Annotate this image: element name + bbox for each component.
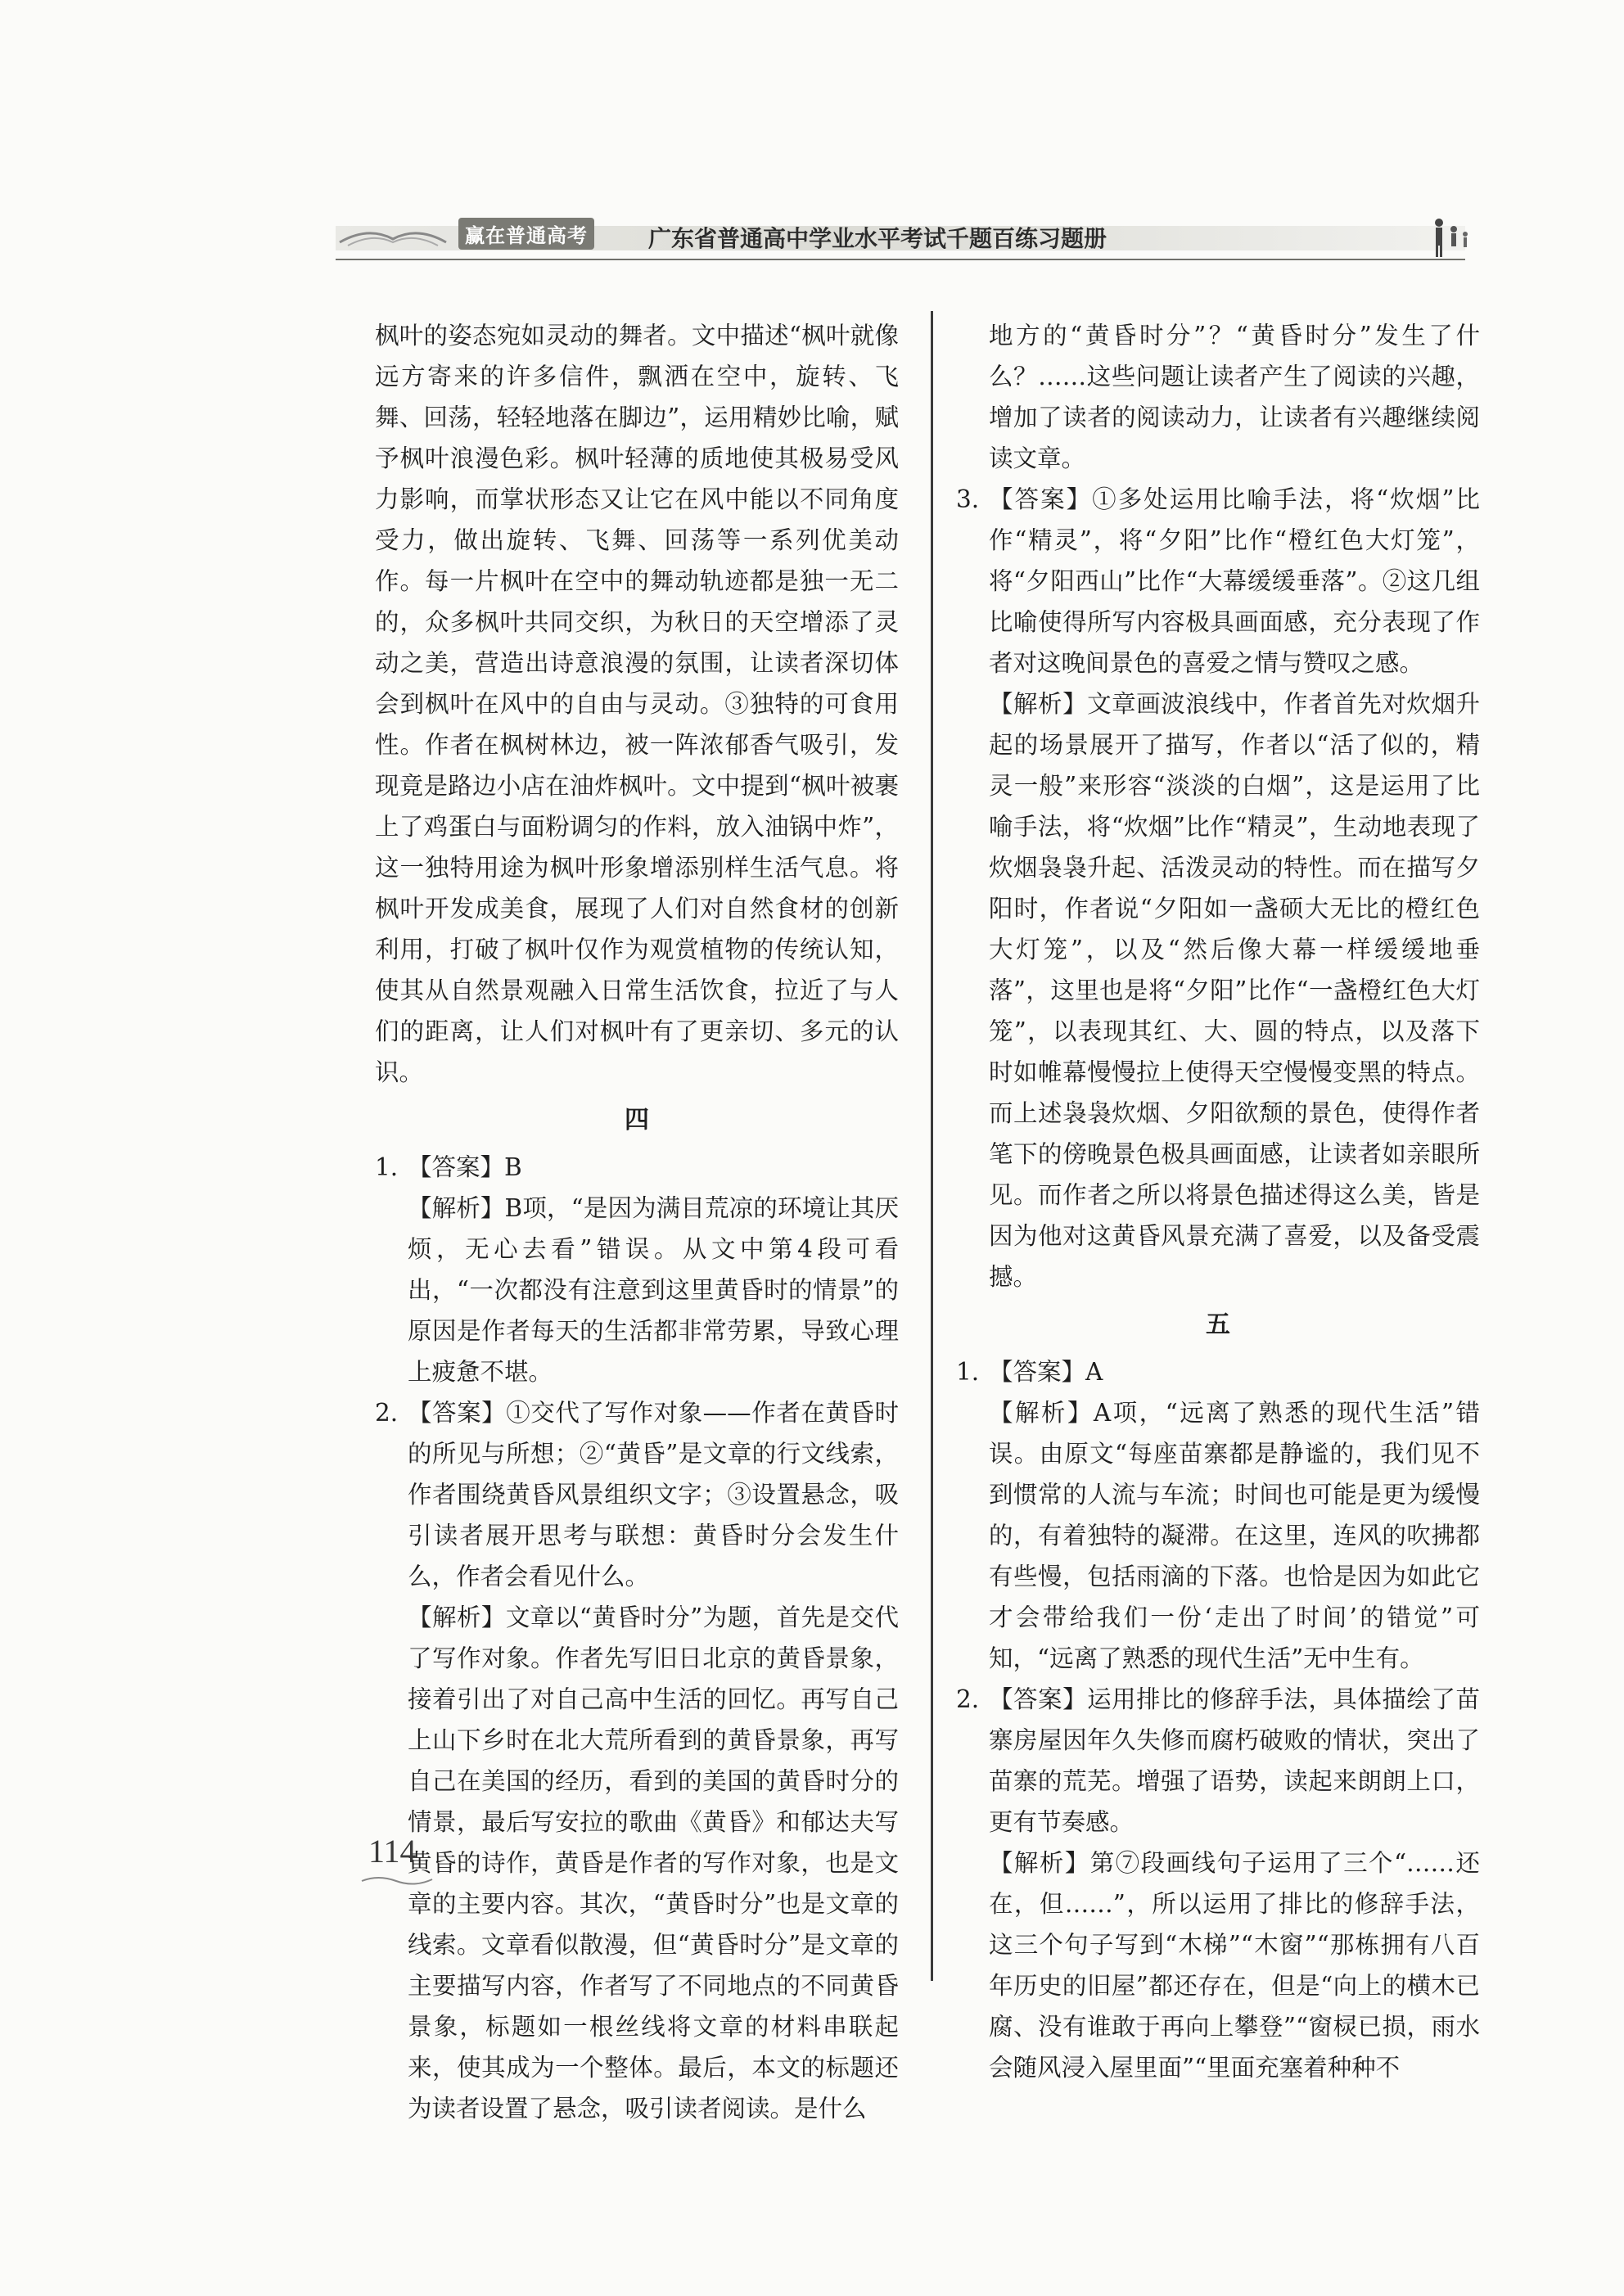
section-heading-5: 五 — [1206, 1310, 1230, 1339]
answer-text: 【答案】①多处运用比喻手法，将“炊烟”比作“精灵”，将“夕阳”比作“橙红色大灯笼”，将“夕阳西山”比作“大幕缓缓垂落”。②这几组比喻使得所写内容极具画面感，充分表现了作者对这晚间景色的喜爱之情与赞叹之感。 — [989, 485, 1480, 677]
people-figures-icon — [1424, 214, 1473, 264]
question-number: 2. — [375, 1399, 399, 1427]
left-column — [375, 315, 899, 2129]
header-title: 广东省普通高中学业水平考试千题百练习题册 — [648, 225, 1107, 252]
page-number-ornament — [360, 1873, 434, 1889]
answer-text: 【答案】A — [989, 1358, 1103, 1386]
answer-text: 【答案】运用排比的修辞手法，具体描绘了苗寨房屋因年久失修而腐朽破败的情状，突出了苗寨的荒芜。增强了语势，读起来朗朗上口，更有节奏感。 — [989, 1685, 1480, 1836]
header-badge: 赢在普通高考 — [458, 218, 594, 250]
answer-text: 【答案】①交代了写作对象——作者在黄昏时的所见与所想；②“黄昏”是文章的行文线索，作者围绕黄昏风景组织文字；③设置悬念，吸引读者展开思考与联想：黄昏时分会发生什么，作者会看见什么。 — [408, 1399, 899, 1590]
question-number: 1. — [956, 1358, 980, 1386]
book-logo-icon — [336, 218, 450, 250]
question-number: 3. — [956, 485, 980, 513]
analysis-text: 【解析】A项，“远离了熟悉的现代生活”错误。由原文“每座苗寨都是静谧的，我们见不到惯常的人流与车流；时间也可能是更为缓慢的，有着独特的凝滞。在这里，连风的吹拂都有些慢，包括雨滴的下落。也恰是因为如此它才会带给我们一份‘走出了时间’的错觉”可知，“远离了熟悉的现代生活”无中生有。 — [989, 1399, 1480, 1672]
analysis-text: 【解析】文章以“黄昏时分”为题，首先是交代了写作对象。作者先写旧日北京的黄昏景象，接着引出了对自己高中生活的回忆。再写自己上山下乡时在北大荒所看到的黄昏景象，再写自己在美国的经历，看到的美国的黄昏时分的情景，最后写安拉的歌曲《黄昏》和郁达夫写黄昏的诗作，黄昏是作者的写作对象，也是文章的主要内容。其次，“黄昏时分”也是文章的线索。文章看似散漫，但“黄昏时分”是文章的主要描写内容，作者写了不同地点的不同黄昏景象，标题如一根丝线将文章的材料串联起来，使其成为一个整体。最后，本文的标题还为读者设置了悬念，吸引读者阅读。是什么 — [408, 1604, 899, 2122]
header-rule — [336, 259, 1465, 260]
analysis-continuation: 地方的“黄昏时分”？“黄昏时分”发生了什么？……这些问题让读者产生了阅读的兴趣，增加了读者的阅读动力，让读者有兴趣继续阅读文章。 — [989, 322, 1480, 472]
question-number: 1. — [375, 1153, 399, 1181]
paragraph-continuation: 枫叶的姿态宛如灵动的舞者。文中描述“枫叶就像远方寄来的许多信件，飘洒在空中，旋转、飞舞、回荡，轻轻地落在脚边”，运用精妙比喻，赋予枫叶浪漫色彩。枫叶轻薄的质地使其极易受风力影响，而掌状形态又让它在风中能以不同角度受力，做出旋转、飞舞、回荡等一系列优美动作。每一片枫叶在空中的舞动轨迹都是独一无二的，众多枫叶共同交织，为秋日的天空增添了灵动之美，营造出诗意浪漫的氛围，让读者深切体会到枫叶在风中的自由与灵动。③独特的可食用性。作者在枫树林边，被一阵浓郁香气吸引，发现竟是路边小店在油炸枫叶。文中提到“枫叶被裹上了鸡蛋白与面粉调匀的作料，放入油锅中炸”，这一独特用途为枫叶形象增添别样生活气息。将枫叶开发成美食，展现了人们对自然食材的创新利用，打破了枫叶仅作为观赏植物的传统认知，使其从自然景观融入日常生活饮食，拉近了与人们的距离，让人们对枫叶有了更亲切、多元的认识。 — [375, 322, 899, 1086]
question-item — [956, 1351, 1480, 1679]
column-divider — [931, 311, 933, 1981]
analysis-text: 【解析】第⑦段画线句子运用了三个“……还在，但……”，所以运用了排比的修辞手法，这三个句子写到“木梯”“木窗”“那栋拥有八百年历史的旧屋”都还存在，但是“向上的横木已腐、没有谁敢于再向上攀登”“窗棂已损，雨水会随风浸入屋里面”“里面充塞着种种不 — [989, 1849, 1480, 2082]
section-heading-4: 四 — [625, 1106, 649, 1134]
right-column — [956, 315, 1480, 2088]
page-number: 114 — [368, 1833, 417, 1870]
question-item — [956, 1679, 1480, 2088]
question-item — [375, 1147, 899, 1392]
analysis-text: 【解析】B项，“是因为满目荒凉的环境让其厌烦，无心去看”错误。从文中第4段可看出，“一次都没有注意到这里黄昏时的情景”的原因是作者每天的生活都非常劳累，导致心理上疲惫不堪。 — [408, 1194, 899, 1386]
question-number: 2. — [956, 1685, 980, 1713]
page-header — [336, 214, 1482, 272]
answer-text: 【答案】B — [408, 1153, 522, 1181]
analysis-text: 【解析】文章画波浪线中，作者首先对炊烟升起的场景展开了描写，作者以“活了似的，精灵一般”来形容“淡淡的白烟”，这是运用了比喻手法，将“炊烟”比作“精灵”，生动地表现了炊烟袅袅升起、活泼灵动的特性。而在描写夕阳时，作者说“夕阳如一盏硕大无比的橙红色大灯笼”，以及“然后像大幕一样缓缓地垂落”，这里也是将“夕阳”比作“一盏橙红色大灯笼”，以表现其红、大、圆的特点，以及落下时如帷幕慢慢拉上使得天空慢慢变黑的特点。而上述袅袅炊烟、夕阳欲颓的景色，使得作者笔下的傍晚景色极具画面感，让读者如亲眼所见。而作者之所以将景色描述得这么美，皆是因为他对这黄昏风景充满了喜爱，以及备受震撼。 — [989, 690, 1480, 1291]
question-item — [375, 1392, 899, 2129]
question-item — [956, 479, 1480, 1297]
